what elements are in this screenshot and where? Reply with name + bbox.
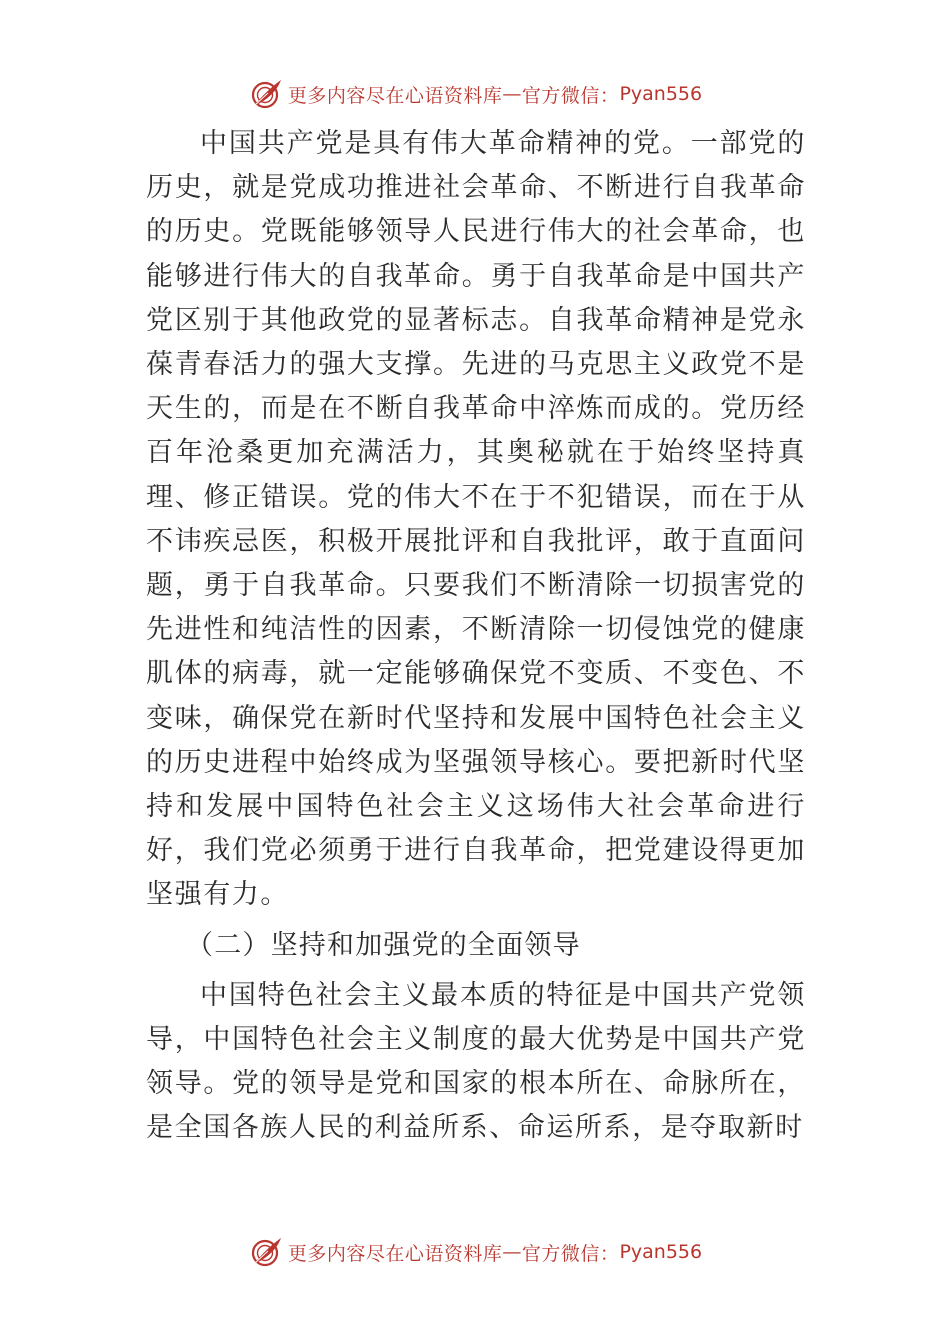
- feather-pen-logo-icon: [248, 1234, 284, 1270]
- watermark-wechat-id: Pyan556: [619, 83, 703, 105]
- feather-pen-logo-icon: [248, 76, 284, 112]
- watermark-wechat-label: 官方微信：: [521, 1242, 620, 1265]
- watermark-wechat-label: 官方微信：: [521, 84, 620, 107]
- body-paragraph: 中国共产党是具有伟大革命精神的党。一部党的历史，就是党成功推进社会革命、不断进行自我革命的历史。党既能够领导人民进行伟大的社会革命，也能够进行伟大的自我革命。勇于自我革命是中国共产党区别于其他政党的显著标志。自我革命精神是党永葆青春活力的强大支撑。先进的马克思主义政党不是天生的，而是在不断自我革命中淬炼而成的。党历经百年沧桑更加充满活力，其奥秘就在于始终坚持真理、修正错误。党的伟大不在于不犯错误，而在于从不讳疾忌医，积极开展批评和自我批评，敢于直面问题，勇于自我革命。只要我们不断清除一切损害党的先进性和纯洁性的因素，不断清除一切侵蚀党的健康肌体的病毒，就一定能够确保党不变质、不变色、不变味，确保党在新时代坚持和发展中国特色社会主义的历史进程中始终成为坚强领导核心。要把新时代坚持和发展中国特色社会主义这场伟大社会革命进行好，我们党必须勇于进行自我革命，把党建设得更加坚强有力。: [146, 128, 806, 911]
- footer-watermark: [0, 1232, 950, 1272]
- watermark-text: 更多内容尽在心语资料库: [287, 84, 503, 107]
- document-body: [146, 122, 806, 1150]
- header-watermark: [0, 74, 950, 114]
- watermark-separator: —: [502, 83, 522, 105]
- section-heading: （二）坚持和加强党的全面领导: [186, 929, 581, 961]
- watermark-text: 更多内容尽在心语资料库: [287, 1242, 503, 1265]
- watermark-separator: —: [502, 1241, 522, 1263]
- body-paragraph: 中国特色社会主义最本质的特征是中国共产党领导，中国特色社会主义制度的最大优势是中国共产党领导。党的领导是党和国家的根本所在、命脉所在，是全国各族人民的利益所系、命运所系，是夺取新时: [146, 979, 806, 1144]
- watermark-wechat-id: Pyan556: [619, 1241, 703, 1263]
